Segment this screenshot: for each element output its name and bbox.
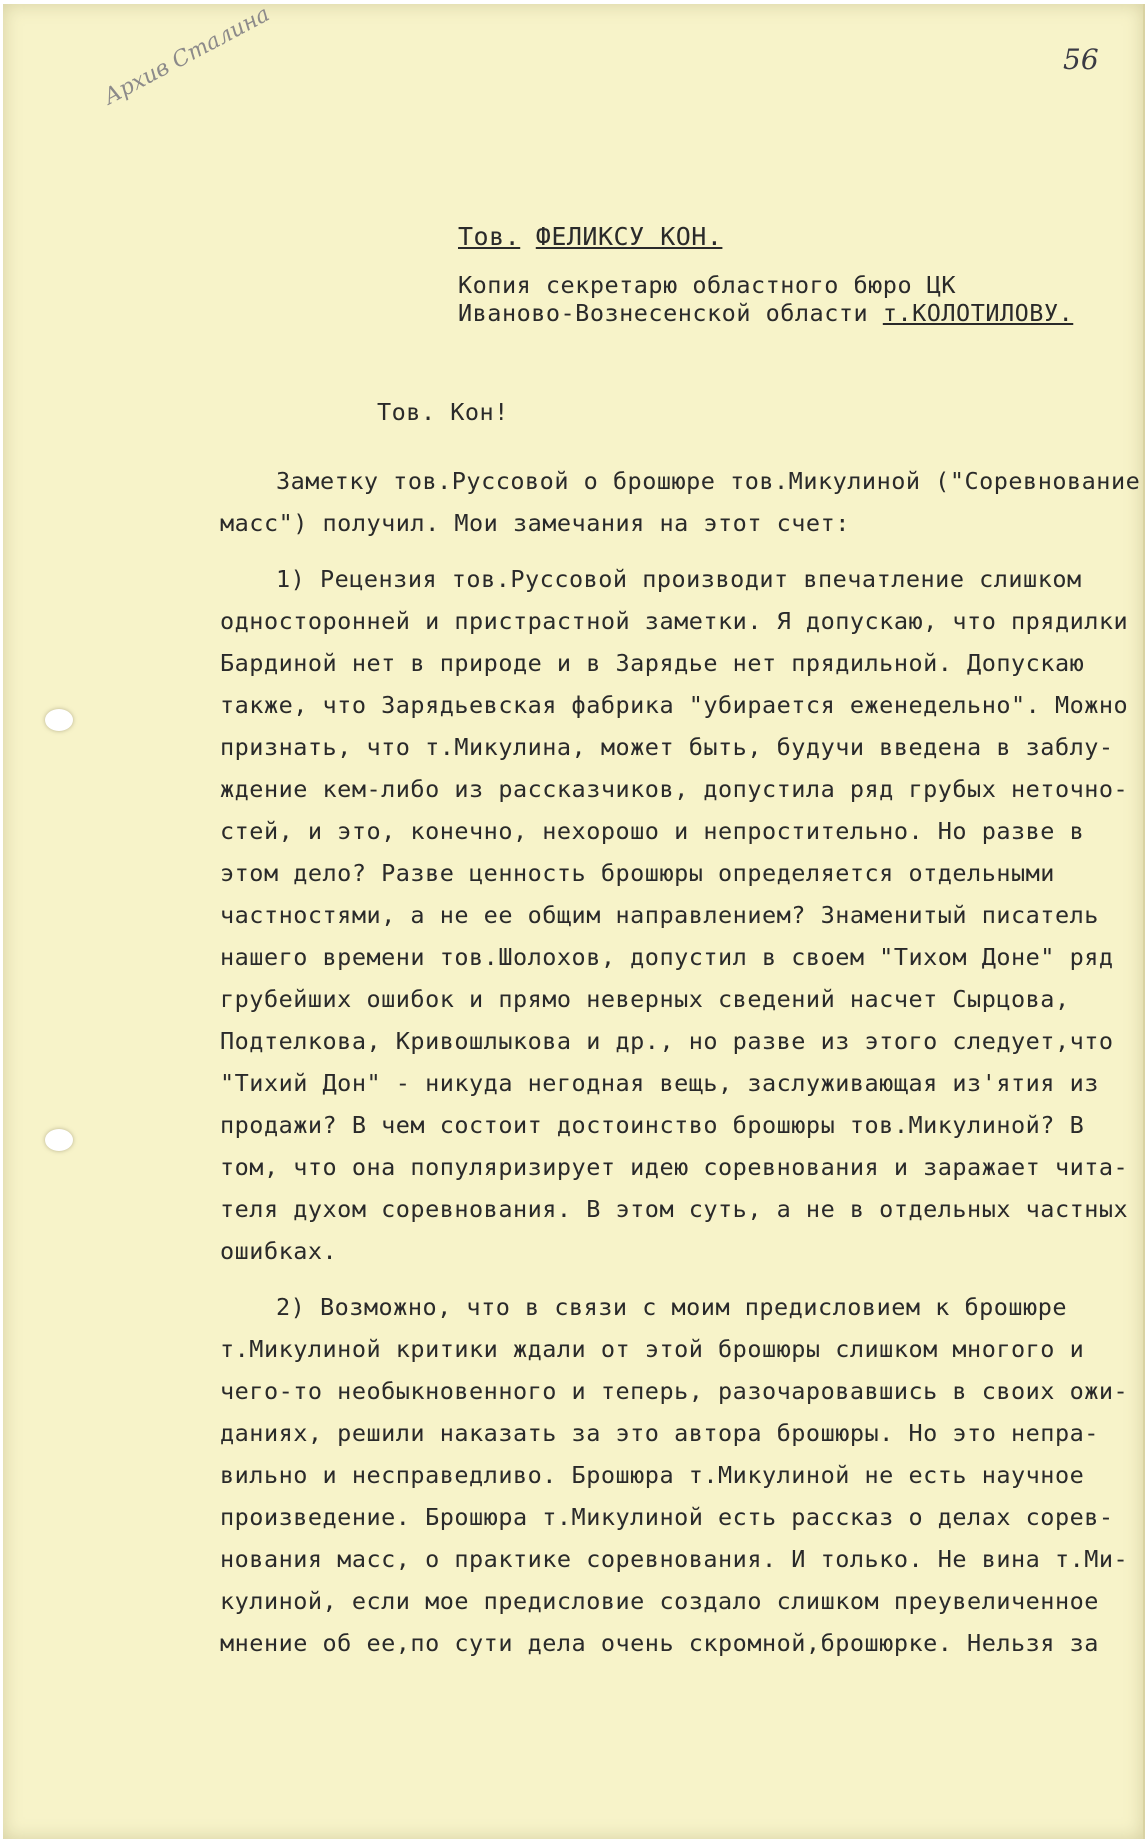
copy-recipient-region: Иваново-Вознесенской области (458, 299, 869, 327)
text-line: кулиной, если мое предисловие создало слишком преувеличенное (220, 1587, 1099, 1615)
text-line: мнение об ее,по сути дела очень скромной,брошюрке. Нельзя за (220, 1629, 1099, 1657)
text-line: том, что она популяризирует идею соревнования и заражает чита- (220, 1153, 1129, 1181)
text-line: чего-то необыкновенного и теперь, разочаровавшись в своих ожи- (220, 1377, 1129, 1405)
text-line: даниях, решили наказать за это автора брошюры. Но это непра- (220, 1419, 1099, 1447)
salutation: Тов. Кон! (377, 398, 509, 426)
copy-recipient-name: т.КОЛОТИЛОВУ. (882, 299, 1074, 327)
paragraph-point-1 (220, 558, 1129, 1272)
copy-recipient-line-2 (458, 299, 1108, 327)
text-line: масс") получил. Мои замечания на этот счет: (220, 509, 850, 537)
recipient-prefix: Тов. (458, 222, 521, 251)
text-line: нования масс, о практике соревнования. И только. Не вина т.Ми- (220, 1545, 1129, 1573)
text-line: "Тихий Дон" - никуда негодная вещь, заслуживающая из'ятия из (220, 1069, 1099, 1097)
text-line: Заметку тов.Руссовой о брошюре тов.Микулиной ("Соревнование (276, 467, 1141, 495)
text-line: произведение. Брошюра т.Микулиной есть рассказ о делах сорев- (220, 1503, 1114, 1531)
punch-hole-top (45, 709, 73, 731)
letter-body (220, 460, 1141, 1678)
text-line: частностями, а не ее общим направлением? Знаменитый писатель (220, 901, 1099, 929)
text-line: этом дело? Разве ценность брошюры определяется отдельными (220, 859, 1055, 887)
text-line: также, что Зарядьевская фабрика "убирается еженедельно". Можно (220, 691, 1129, 719)
paragraph-intro (220, 460, 1141, 544)
copy-recipient-line-1: Копия секретарю областного бюро ЦК (458, 271, 957, 299)
text-line: Бардиной нет в природе и в Зарядье нет прядильной. Допускаю (220, 649, 1085, 677)
text-line: грубейших ошибок и прямо неверных сведений насчет Сырцова, (220, 985, 1070, 1013)
text-line: стей, и это, конечно, нехорошо и непростительно. Но разве в (220, 817, 1085, 845)
paragraph-point-2 (220, 1286, 1129, 1664)
text-line: 2) Возможно, что в связи с моим предисловием к брошюре (276, 1293, 1068, 1321)
text-line: нашего времени тов.Шолохов, допустил в своем "Тихом Доне" ряд (220, 943, 1114, 971)
text-line: ошибках. (220, 1237, 338, 1265)
text-line: Подтелкова, Кривошлыкова и др., но разве из этого следует,что (220, 1027, 1114, 1055)
text-line: теля духом соревнования. В этом суть, а не в отдельных частных (220, 1195, 1129, 1223)
text-line: т.Микулиной критики ждали от этой брошюры слишком многого и (220, 1335, 1085, 1363)
page-number: 56 (1063, 43, 1099, 76)
text-line: 1) Рецензия тов.Руссовой производит впечатление слишком (276, 565, 1082, 593)
handwritten-margin-note: Архив Сталина (100, 1, 274, 111)
text-line: признать, что т.Микулина, может быть, будучи введена в заблу- (220, 733, 1114, 761)
text-line: вильно и несправедливо. Брошюра т.Микулиной не есть научное (220, 1461, 1085, 1489)
recipient-name: ФЕЛИКСУ КОН. (535, 222, 723, 251)
text-line: продажи? В чем состоит достоинство брошюры тов.Микулиной? В (220, 1111, 1085, 1139)
punch-hole-bottom (45, 1129, 73, 1151)
text-line: ждение кем-либо из рассказчиков, допустила ряд грубых неточно- (220, 775, 1129, 803)
text-line: односторонней и пристрастной заметки. Я допускаю, что прядилки (220, 607, 1129, 635)
addressee-block (458, 222, 1108, 327)
recipient-line (458, 222, 1108, 251)
